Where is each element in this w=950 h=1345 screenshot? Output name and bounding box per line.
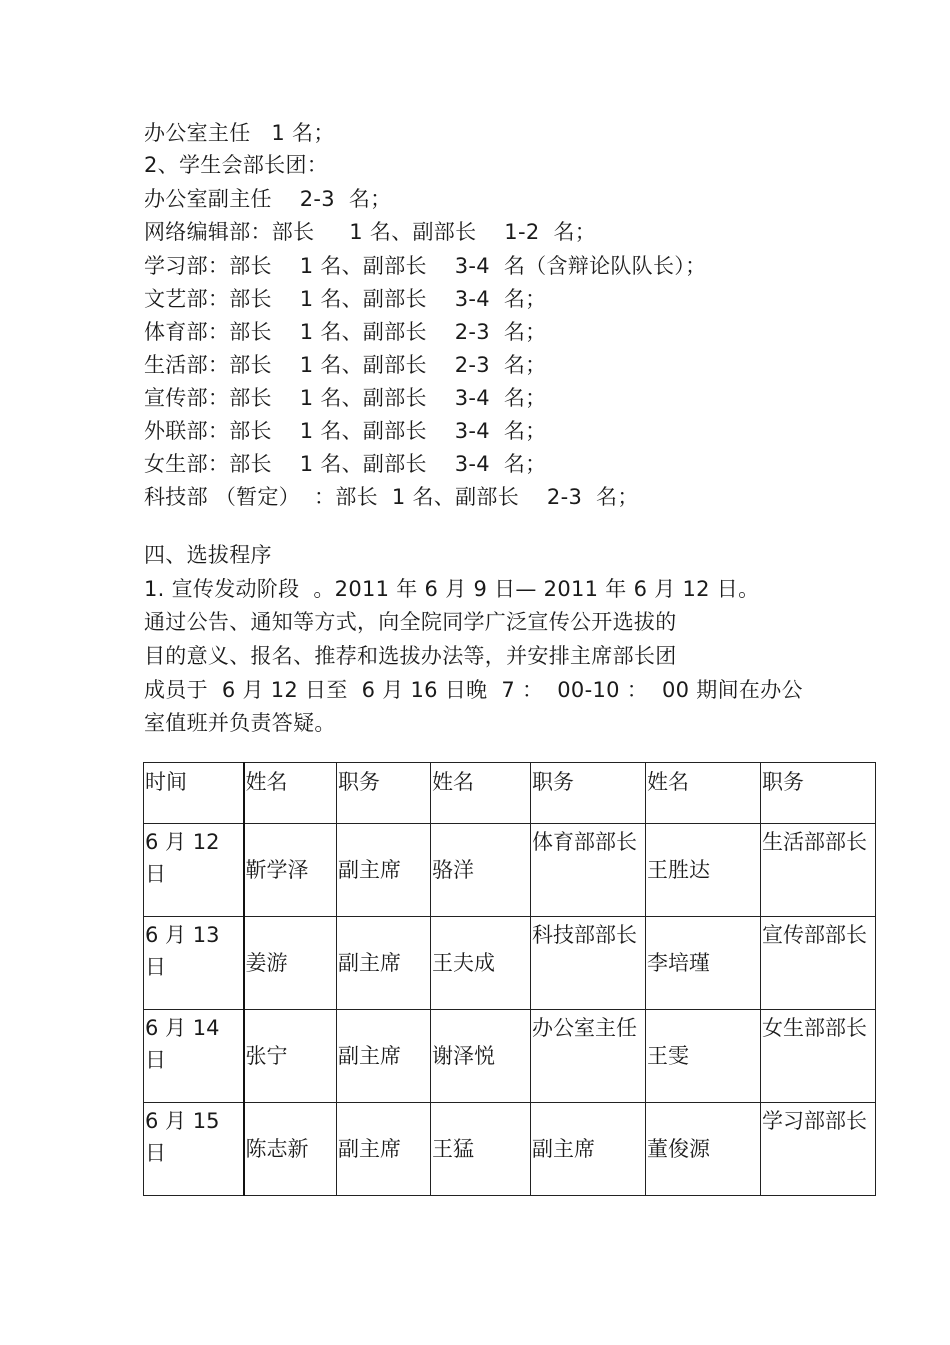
role-cell: 科技部部长 [531,917,646,1010]
text-line: 1. 宣传发动阶段 。2011 年 6 月 9 日— 2011 年 6 月 12 日。 [144,577,760,601]
name-cell: 王胜达 [646,824,761,917]
name-cell: 靳学泽 [244,824,337,917]
name-cell: 谢泽悦 [431,1010,531,1103]
role-cell: 副主席 [337,824,431,917]
role-cell: 办公室主任 [531,1010,646,1103]
text-line: 办公室主任 1 名； [144,121,335,145]
text-line: 办公室副主任 2-3 名； [144,187,392,211]
header-cell: 时间 [144,763,244,824]
name-cell: 董俊源 [646,1103,761,1196]
header-cell: 职务 [531,763,646,824]
text-line: 文艺部：部长 1 名、副部长 3-4 名； [144,287,547,311]
date-cell: 6 月 12 日 [144,824,244,917]
role-cell: 学习部部长 [761,1103,876,1196]
text-line: 科技部 （暂定） ：部长 1 名、副部长 2-3 名； [144,485,639,509]
text-line: 网络编辑部：部长 1 名、副部长 1-2 名； [144,220,597,244]
text-line: 女生部：部长 1 名、副部长 3-4 名； [144,452,547,476]
header-cell: 姓名 [244,763,337,824]
date-cell: 6 月 14 日 [144,1010,244,1103]
role-cell: 宣传部部长 [761,917,876,1010]
text-line: 成员于 6 月 12 日至 6 月 16 日晚 7 ： 00-10 ： 00 期间在办公 [144,678,803,702]
text-line: 通过公告、通知等方式，向全院同学广泛宣传公开选拔的 [144,610,677,634]
text-line: 学习部：部长 1 名、副部长 3-4 名（含辩论队队长）； [144,254,707,278]
role-cell: 生活部部长 [761,824,876,917]
text-line: 宣传部：部长 1 名、副部长 3-4 名； [144,386,547,410]
role-cell: 体育部部长 [531,824,646,917]
role-cell: 副主席 [337,917,431,1010]
name-cell: 骆洋 [431,824,531,917]
role-cell: 副主席 [337,1103,431,1196]
name-cell: 王猛 [431,1103,531,1196]
header-cell: 职务 [337,763,431,824]
text-line: 外联部：部长 1 名、副部长 3-4 名； [144,419,547,443]
name-cell: 王雯 [646,1010,761,1103]
table-row [144,1010,876,1103]
date-cell: 6 月 15 日 [144,1103,244,1196]
text-line: 目的意义、报名、推荐和选拔办法等，并安排主席部长团 [144,644,677,668]
text-line: 体育部：部长 1 名、副部长 2-3 名； [144,320,547,344]
name-cell: 王夫成 [431,917,531,1010]
text-line: 室值班并负责答疑。 [144,711,336,735]
name-cell: 李培瑾 [646,917,761,1010]
header-cell: 职务 [761,763,876,824]
header-cell: 姓名 [431,763,531,824]
duty-schedule-table [143,762,876,1196]
table-row [144,917,876,1010]
header-cell: 姓名 [646,763,761,824]
text-line: 2、学生会部长团： [144,153,329,177]
table-header-row [144,763,876,824]
name-cell: 张宁 [244,1010,337,1103]
text-line: 生活部：部长 1 名、副部长 2-3 名； [144,353,547,377]
table-row [144,1103,876,1196]
name-cell: 陈志新 [244,1103,337,1196]
name-cell: 姜游 [244,917,337,1010]
role-cell: 副主席 [337,1010,431,1103]
role-cell: 副主席 [531,1103,646,1196]
role-cell: 女生部部长 [761,1010,876,1103]
table-row [144,824,876,917]
section-heading: 四、选拔程序 [144,543,272,567]
date-cell: 6 月 13 日 [144,917,244,1010]
